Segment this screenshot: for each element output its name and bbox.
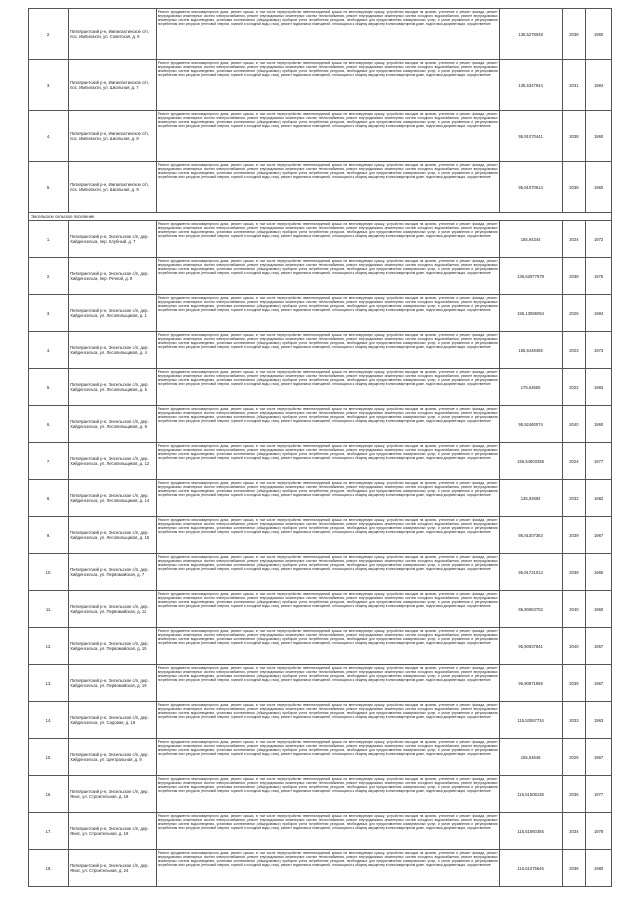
row-work-description <box>156 628 499 665</box>
row-number: 12. <box>29 628 69 665</box>
row-work-description <box>156 258 499 295</box>
row-cost: 135,5278048 <box>499 9 562 60</box>
row-cost: 155,5448455 <box>499 332 562 369</box>
row-number: 3. <box>29 295 69 332</box>
row-repair-year: 2039 <box>562 554 586 591</box>
row-work-description <box>156 517 499 554</box>
table-row <box>29 332 612 369</box>
row-repair-year: 2025 <box>562 739 586 776</box>
row-number: 2. <box>29 9 69 60</box>
row-repair-year: 2035 <box>562 776 586 813</box>
row-work-description <box>156 702 499 739</box>
work-description-text: Ремонт фундамента многоквартирного дома, ремонт крыши, в том числе переустройство невентилируемой крыши на вентилируемую крышу, устройство выходов на кровлю, утепление и ремонт фасада, ремонт внутридомовых инженерных систем электроснабжения, ремонт внутридомовых инженерных систем теплоснабжения, ремонт внутридомовых инженерных систем холодного водоснабжения, ремонт внутридомовых инженерных систем водоотведения, установка коллективных (общедомовых) приборов учета потребления ресурсов, необходимых для предоставления коммунальных услуг, и узлов управления и регулирования потребления этих ресурсов (тепловой энергии, горячей и холодной воды, газа), ремонт подвальных помещений, относящихся к общему имуществу в многоквартирном доме, подготовка документации, осуществление <box>157 517 498 535</box>
row-address: Питкярантский р-н, Энсельское с/п, дер. Хийденсельга, ул. Первомайская, д. 7 <box>69 554 157 591</box>
table-row <box>29 628 612 665</box>
row-cost: 95,90937841 <box>499 628 562 665</box>
row-number: 9. <box>29 517 69 554</box>
table-row <box>29 591 612 628</box>
table-row <box>29 665 612 702</box>
row-cost: 115,51075645 <box>499 850 562 887</box>
row-cost: 155,94344 <box>499 221 562 258</box>
work-description-text: Ремонт фундамента многоквартирного дома, ремонт крыши, в том числе переустройство невентилируемой крыши на вентилируемую крышу, устройство выходов на кровлю, утепление и ремонт фасада, ремонт внутридомовых инженерных систем электроснабжения, ремонт внутридомовых инженерных систем теплоснабжения, ремонт внутридомовых инженерных систем холодного водоснабжения, ремонт внутридомовых инженерных систем водоотведения, установка коллективных (общедомовых) приборов учета потребления ресурсов, необходимых для предоставления коммунальных услуг, и узлов управления и регулирования потребления этих ресурсов (тепловой энергии, горячей и холодной воды, газа), ремонт подвальных помещений, относящихся к общему имуществу в многоквартирном доме, подготовка документации, осуществление <box>157 221 498 239</box>
work-description-text: Ремонт фундамента многоквартирного дома, ремонт крыши, в том числе переустройство невентилируемой крыши на вентилируемую крышу, устройство выходов на кровлю, утепление и ремонт фасада, ремонт внутридомовых инженерных систем электроснабжения, ремонт внутридомовых инженерных систем теплоснабжения, ремонт внутридомовых инженерных систем холодного водоснабжения, ремонт внутридомовых инженерных систем водоотведения, установка коллективных (общедомовых) приборов учета потребления ресурсов, необходимых для предоставления коммунальных услуг, и узлов управления и регулирования потребления этих ресурсов (тепловой энергии, горячей и холодной воды, газа), ремонт подвальных помещений, относящихся к общему имуществу в многоквартирном доме, подготовка документации, осуществление <box>157 162 498 180</box>
row-work-description <box>156 850 499 887</box>
row-number: 1. <box>29 221 69 258</box>
row-repair-year: 2038 <box>562 258 586 295</box>
work-description-text: Ремонт фундамента многоквартирного дома, ремонт крыши, в том числе переустройство невентилируемой крыши на вентилируемую крышу, устройство выходов на кровлю, утепление и ремонт фасада, ремонт внутридомовых инженерных систем электроснабжения, ремонт внутридомовых инженерных систем теплоснабжения, ремонт внутридомовых инженерных систем холодного водоснабжения, ремонт внутридомовых инженерных систем водоотведения, установка коллективных (общедомовых) приборов учета потребления ресурсов, необходимых для предоставления коммунальных услуг, и узлов управления и регулирования потребления этих ресурсов (тепловой энергии, горячей и холодной воды, газа), ремонт подвальных помещений, относящихся к общему имуществу в многоквартирном доме, подготовка документации, осуществление <box>157 9 498 27</box>
row-work-description <box>156 813 499 850</box>
row-work-description <box>156 554 499 591</box>
row-build-year: 1983 <box>586 702 612 739</box>
work-description-text: Ремонт фундамента многоквартирного дома, ремонт крыши, в том числе переустройство невентилируемой крыши на вентилируемую крышу, устройство выходов на кровлю, утепление и ремонт фасада, ремонт внутридомовых инженерных систем электроснабжения, ремонт внутридомовых инженерных систем теплоснабжения, ремонт внутридомовых инженерных систем холодного водоснабжения, ремонт внутридомовых инженерных систем водоотведения, установка коллективных (общедомовых) приборов учета потребления ресурсов, необходимых для предоставления коммунальных услуг, и узлов управления и регулирования потребления этих ресурсов (тепловой энергии, горячей и холодной воды, газа), ремонт подвальных помещений, относящихся к общему имуществу в многоквартирном доме, подготовка документации, осуществление <box>157 702 498 720</box>
row-address: Питкярантский р-н, Энсельское с/п, дер. Хийденсельга, ул. Центральная, д. 8 <box>69 739 157 776</box>
row-address: Питкярантский р-н, Энсельское с/п, дер. Хийденсельга, пер. Клубный, д. 7 <box>69 221 157 258</box>
row-build-year: 1960 <box>586 111 612 162</box>
row-work-description <box>156 739 499 776</box>
work-description-text: Ремонт фундамента многоквартирного дома, ремонт крыши, в том числе переустройство невентилируемой крыши на вентилируемую крышу, устройство выходов на кровлю, утепление и ремонт фасада, ремонт внутридомовых инженерных систем электроснабжения, ремонт внутридомовых инженерных систем теплоснабжения, ремонт внутридомовых инженерных систем холодного водоснабжения, ремонт внутридомовых инженерных систем водоотведения, установка коллективных (общедомовых) приборов учета потребления ресурсов, необходимых для предоставления коммунальных услуг, и узлов управления и регулирования потребления этих ресурсов (тепловой энергии, горячей и холодной воды, газа), ремонт подвальных помещений, относящихся к общему имуществу в многоквартирном доме, подготовка документации, осуществление <box>157 776 498 794</box>
row-address: Питкярантский р-н, Энсельское с/п, дер. Хийденсельга, ул. Первомайская, д. 11 <box>69 591 157 628</box>
row-address: Питкярантский р-н, Энсельское с/п, дер. Хийденсельга, ул. Лесопильщиков, д. 14 <box>69 480 157 517</box>
table-row <box>29 9 612 60</box>
row-build-year: 1976 <box>586 258 612 295</box>
section-row <box>29 213 612 221</box>
row-repair-year: 2036 <box>562 850 586 887</box>
row-work-description <box>156 295 499 332</box>
row-cost: 135,92694 <box>499 480 562 517</box>
row-build-year: 1980 <box>586 850 612 887</box>
row-number: 10. <box>29 554 69 591</box>
work-description-text: Ремонт фундамента многоквартирного дома, ремонт крыши, в том числе переустройство невентилируемой крыши на вентилируемую крышу, устройство выходов на кровлю, утепление и ремонт фасада, ремонт внутридомовых инженерных систем электроснабжения, ремонт внутридомовых инженерных систем теплоснабжения, ремонт внутридомовых инженерных систем холодного водоснабжения, ремонт внутридомовых инженерных систем водоотведения, установка коллективных (общедомовых) приборов учета потребления ресурсов, необходимых для предоставления коммунальных услуг, и узлов управления и регулирования потребления этих ресурсов (тепловой энергии, горячей и холодной воды, газа), ремонт подвальных помещений, относящихся к общему имуществу в многоквартирном доме, подготовка документации, осуществление <box>157 111 498 129</box>
row-build-year: 1960 <box>586 406 612 443</box>
row-cost: 95,91307363 <box>499 517 562 554</box>
row-cost: 115,51508138 <box>499 776 562 813</box>
row-build-year: 1966 <box>586 554 612 591</box>
work-description-text: Ремонт фундамента многоквартирного дома, ремонт крыши, в том числе переустройство невентилируемой крыши на вентилируемую крышу, устройство выходов на кровлю, утепление и ремонт фасада, ремонт внутридомовых инженерных систем электроснабжения, ремонт внутридомовых инженерных систем теплоснабжения, ремонт внутридомовых инженерных систем холодного водоснабжения, ремонт внутридомовых инженерных систем водоотведения, установка коллективных (общедомовых) приборов учета потребления ресурсов, необходимых для предоставления коммунальных услуг, и узлов управления и регулирования потребления этих ресурсов (тепловой энергии, горячей и холодной воды, газа), ремонт подвальных помещений, относящихся к общему имуществу в многоквартирном доме, подготовка документации, осуществление <box>157 665 498 683</box>
row-work-description <box>156 162 499 213</box>
row-build-year: 1982 <box>586 480 612 517</box>
row-cost: 155,54646 <box>499 739 562 776</box>
row-number: 4. <box>29 332 69 369</box>
row-build-year: 1967 <box>586 665 612 702</box>
table-row <box>29 739 612 776</box>
table-row <box>29 221 612 258</box>
row-build-year: 1967 <box>586 739 612 776</box>
row-work-description <box>156 406 499 443</box>
table-row <box>29 258 612 295</box>
row-build-year: 1960 <box>586 591 612 628</box>
row-build-year: 1984 <box>586 295 612 332</box>
work-description-text: Ремонт фундамента многоквартирного дома, ремонт крыши, в том числе переустройство невентилируемой крыши на вентилируемую крышу, устройство выходов на кровлю, утепление и ремонт фасада, ремонт внутридомовых инженерных систем электроснабжения, ремонт внутридомовых инженерных систем теплоснабжения, ремонт внутридомовых инженерных систем холодного водоснабжения, ремонт внутридомовых инженерных систем водоотведения, установка коллективных (общедомовых) приборов учета потребления ресурсов, необходимых для предоставления коммунальных услуг, и узлов управления и регулирования потребления этих ресурсов (тепловой энергии, горячей и холодной воды, газа), ремонт подвальных помещений, относящихся к общему имуществу в многоквартирном доме, подготовка документации, осуществление <box>157 60 498 78</box>
table-section-header <box>29 213 612 221</box>
row-repair-year: 2034 <box>562 813 586 850</box>
row-repair-year: 2040 <box>562 406 586 443</box>
row-build-year: 1977 <box>586 776 612 813</box>
table-row <box>29 162 612 213</box>
row-cost: 95,92460074 <box>499 406 562 443</box>
row-work-description <box>156 221 499 258</box>
row-work-description <box>156 369 499 406</box>
row-build-year: 1960 <box>586 162 612 213</box>
work-description-text: Ремонт фундамента многоквартирного дома, ремонт крыши, в том числе переустройство невентилируемой крыши на вентилируемую крышу, устройство выходов на кровлю, утепление и ремонт фасада, ремонт внутридомовых инженерных систем электроснабжения, ремонт внутридомовых инженерных систем теплоснабжения, ремонт внутридомовых инженерных систем холодного водоснабжения, ремонт внутридомовых инженерных систем водоотведения, установка коллективных (общедомовых) приборов учета потребления ресурсов, необходимых для предоставления коммунальных услуг, и узлов управления и регулирования потребления этих ресурсов (тепловой энергии, горячей и холодной воды, газа), ремонт подвальных помещений, относящихся к общему имуществу в многоквартирном доме, подготовка документации, осуществление <box>157 591 498 609</box>
row-number: 5. <box>29 162 69 213</box>
table-row <box>29 295 612 332</box>
row-address: Питкярантский р-н, Энсельское с/п, дер. Янис, ул. Строительная, д. 19 <box>69 813 157 850</box>
table-row <box>29 850 612 887</box>
row-address: Питкярантский р-н, Энсельское с/п, дер. Хийденсельга, ул. Садовая, д. 19 <box>69 702 157 739</box>
row-number: 11. <box>29 591 69 628</box>
row-number: 14. <box>29 702 69 739</box>
row-address: Питкярантский р-н, Импилахтинское с/п, пос. Импилахти, ул. Школьная, д. 7 <box>69 60 157 111</box>
row-address: Питкярантский р-н, Энсельское с/п, дер. Хийденсельга, ул. Лесопильщиков, д. 1 <box>69 295 157 332</box>
row-build-year: 1960 <box>586 9 612 60</box>
row-repair-year: 2038 <box>562 162 586 213</box>
row-cost: 95,91070441 <box>499 111 562 162</box>
work-description-text: Ремонт фундамента многоквартирного дома, ремонт крыши, в том числе переустройство невентилируемой крыши на вентилируемую крышу, устройство выходов на кровлю, утепление и ремонт фасада, ремонт внутридомовых инженерных систем электроснабжения, ремонт внутридомовых инженерных систем теплоснабжения, ремонт внутридомовых инженерных систем холодного водоснабжения, ремонт внутридомовых инженерных систем водоотведения, установка коллективных (общедомовых) приборов учета потребления ресурсов, необходимых для предоставления коммунальных услуг, и узлов управления и регулирования потребления этих ресурсов (тепловой энергии, горячей и холодной воды, газа), ремонт подвальных помещений, относящихся к общему имуществу в многоквартирном доме, подготовка документации, осуществление <box>157 739 498 757</box>
row-repair-year: 2040 <box>562 628 586 665</box>
row-build-year: 1983 <box>586 369 612 406</box>
row-repair-year: 2039 <box>562 517 586 554</box>
row-address: Питкярантский р-н, Энсельское с/п, дер. Хийденсельга, ул. Лесопильщиков, д. 5 <box>69 369 157 406</box>
row-work-description <box>156 443 499 480</box>
row-number: 3. <box>29 60 69 111</box>
row-cost: 155,13066054 <box>499 295 562 332</box>
table-row <box>29 111 612 162</box>
work-description-text: Ремонт фундамента многоквартирного дома, ремонт крыши, в том числе переустройство невентилируемой крыши на вентилируемую крышу, устройство выходов на кровлю, утепление и ремонт фасада, ремонт внутридомовых инженерных систем электроснабжения, ремонт внутридомовых инженерных систем теплоснабжения, ремонт внутридомовых инженерных систем холодного водоснабжения, ремонт внутридомовых инженерных систем водоотведения, установка коллективных (общедомовых) приборов учета потребления ресурсов, необходимых для предоставления коммунальных услуг, и узлов управления и регулирования потребления этих ресурсов (тепловой энергии, горячей и холодной воды, газа), ремонт подвальных помещений, относящихся к общему имуществу в многоквартирном доме, подготовка документации, осуществление <box>157 850 498 868</box>
work-description-text: Ремонт фундамента многоквартирного дома, ремонт крыши, в том числе переустройство невентилируемой крыши на вентилируемую крышу, устройство выходов на кровлю, утепление и ремонт фасада, ремонт внутридомовых инженерных систем электроснабжения, ремонт внутридомовых инженерных систем теплоснабжения, ремонт внутридомовых инженерных систем холодного водоснабжения, ремонт внутридомовых инженерных систем водоотведения, установка коллективных (общедомовых) приборов учета потребления ресурсов, необходимых для предоставления коммунальных услуг, и узлов управления и регулирования потребления этих ресурсов (тепловой энергии, горячей и холодной воды, газа), ремонт подвальных помещений, относящихся к общему имуществу в многоквартирном доме, подготовка документации, осуществление <box>157 443 498 461</box>
row-build-year: 1978 <box>586 813 612 850</box>
row-work-description <box>156 9 499 60</box>
row-build-year: 1967 <box>586 517 612 554</box>
table-row <box>29 60 612 111</box>
row-address: Питкярантский р-н, Энсельское с/п, дер. Хийденсельга, пер. Речной, д. 8 <box>69 258 157 295</box>
work-description-text: Ремонт фундамента многоквартирного дома, ремонт крыши, в том числе переустройство невентилируемой крыши на вентилируемую крышу, устройство выходов на кровлю, утепление и ремонт фасада, ремонт внутридомовых инженерных систем электроснабжения, ремонт внутридомовых инженерных систем теплоснабжения, ремонт внутридомовых инженерных систем холодного водоснабжения, ремонт внутридомовых инженерных систем водоотведения, установка коллективных (общедомовых) приборов учета потребления ресурсов, необходимых для предоставления коммунальных услуг, и узлов управления и регулирования потребления этих ресурсов (тепловой энергии, горячей и холодной воды, газа), ремонт подвальных помещений, относящихся к общему имуществу в многоквартирном доме, подготовка документации, осуществление <box>157 258 498 276</box>
table-row <box>29 702 612 739</box>
row-repair-year: 2024 <box>562 443 586 480</box>
row-number: 4. <box>29 111 69 162</box>
row-cost: 115,53067734 <box>499 702 562 739</box>
row-cost: 155,54603356 <box>499 443 562 480</box>
row-number: 5. <box>29 369 69 406</box>
work-description-text: Ремонт фундамента многоквартирного дома, ремонт крыши, в том числе переустройство невентилируемой крыши на вентилируемую крышу, устройство выходов на кровлю, утепление и ремонт фасада, ремонт внутридомовых инженерных систем электроснабжения, ремонт внутридомовых инженерных систем теплоснабжения, ремонт внутридомовых инженерных систем холодного водоснабжения, ремонт внутридомовых инженерных систем водоотведения, установка коллективных (общедомовых) приборов учета потребления ресурсов, необходимых для предоставления коммунальных услуг, и узлов управления и регулирования потребления этих ресурсов (тепловой энергии, горячей и холодной воды, газа), ремонт подвальных помещений, относящихся к общему имуществу в многоквартирном доме, подготовка документации, осуществление <box>157 369 498 387</box>
row-build-year: 1973 <box>586 332 612 369</box>
row-address: Питкярантский р-н, Энсельское с/п, дер. Хийденсельга, ул. Лесопильщиков, д. 4 <box>69 332 157 369</box>
row-repair-year: 2039 <box>562 665 586 702</box>
row-address: Питкярантский р-н, Энсельское с/п, дер. Хийденсельга, ул. Лесопильщиков, д. 8 <box>69 406 157 443</box>
row-repair-year: 2026 <box>562 295 586 332</box>
row-cost: 175,54655 <box>499 369 562 406</box>
row-address: Питкярантский р-н, Энсельское с/п, дер. Хийденсельга, ул. Первомайская, д. 19 <box>69 665 157 702</box>
row-repair-year: 2031 <box>562 60 586 111</box>
row-work-description <box>156 776 499 813</box>
row-number: 18. <box>29 850 69 887</box>
row-cost: 95,91070614 <box>499 162 562 213</box>
row-build-year: 1967 <box>586 628 612 665</box>
row-cost: 95,90653702 <box>499 591 562 628</box>
row-work-description <box>156 480 499 517</box>
row-number: 16. <box>29 776 69 813</box>
row-number: 7. <box>29 443 69 480</box>
row-work-description <box>156 60 499 111</box>
row-cost: 135,5347944 <box>499 60 562 111</box>
row-address: Питкярантский р-н, Энсельское с/п, дер. Янис, ул. Строительная, д. 24 <box>69 850 157 887</box>
work-description-text: Ремонт фундамента многоквартирного дома, ремонт крыши, в том числе переустройство невентилируемой крыши на вентилируемую крышу, устройство выходов на кровлю, утепление и ремонт фасада, ремонт внутридомовых инженерных систем электроснабжения, ремонт внутридомовых инженерных систем теплоснабжения, ремонт внутридомовых инженерных систем холодного водоснабжения, ремонт внутридомовых инженерных систем водоотведения, установка коллективных (общедомовых) приборов учета потребления ресурсов, необходимых для предоставления коммунальных услуг, и узлов управления и регулирования потребления этих ресурсов (тепловой энергии, горячей и холодной воды, газа), ремонт подвальных помещений, относящихся к общему имуществу в многоквартирном доме, подготовка документации, осуществление <box>157 332 498 350</box>
row-build-year: 1977 <box>586 443 612 480</box>
table-row <box>29 443 612 480</box>
work-description-text: Ремонт фундамента многоквартирного дома, ремонт крыши, в том числе переустройство невентилируемой крыши на вентилируемую крышу, устройство выходов на кровлю, утепление и ремонт фасада, ремонт внутридомовых инженерных систем электроснабжения, ремонт внутридомовых инженерных систем теплоснабжения, ремонт внутридомовых инженерных систем холодного водоснабжения, ремонт внутридомовых инженерных систем водоотведения, установка коллективных (общедомовых) приборов учета потребления ресурсов, необходимых для предоставления коммунальных услуг, и узлов управления и регулирования потребления этих ресурсов (тепловой энергии, горячей и холодной воды, газа), ремонт подвальных помещений, относящихся к общему имуществу в многоквартирном доме, подготовка документации, осуществление <box>157 813 498 831</box>
row-repair-year: 2032 <box>562 480 586 517</box>
row-address: Питкярантский р-н, Импилахтинское с/п, пос. Импилахти, ул. Школьная, д. 8 <box>69 111 157 162</box>
row-cost: 115,51860365 <box>499 813 562 850</box>
row-work-description <box>156 332 499 369</box>
row-build-year: 1984 <box>586 60 612 111</box>
row-address: Питкярантский р-н, Импилахтинское с/п, пос. Импилахти, ул. Школьная, д. 9 <box>69 162 157 213</box>
row-number: 15. <box>29 739 69 776</box>
row-work-description <box>156 591 499 628</box>
table-section-top <box>29 9 612 213</box>
row-repair-year: 2022 <box>562 369 586 406</box>
row-number: 6. <box>29 406 69 443</box>
table-row <box>29 517 612 554</box>
table-row <box>29 406 612 443</box>
row-cost: 95,90871869 <box>499 665 562 702</box>
row-work-description <box>156 111 499 162</box>
row-repair-year: 2038 <box>562 111 586 162</box>
table-row <box>29 369 612 406</box>
row-repair-year: 2023 <box>562 332 586 369</box>
row-repair-year: 2033 <box>562 702 586 739</box>
row-repair-year: 2024 <box>562 221 586 258</box>
row-address: Питкярантский р-н, Энсельское с/п, дер. Хийденсельга, ул. Лесопильщиков, д. 16 <box>69 517 157 554</box>
row-cost: 136,62977979 <box>499 258 562 295</box>
table-section-bottom <box>29 221 612 887</box>
row-address: Питкярантский р-н, Импилахтинское с/п, пос. Импилахти, ул. Советская, д. 5 <box>69 9 157 60</box>
row-address: Питкярантский р-н, Энсельское с/п, дер. Хийденсельга, ул. Лесопильщиков, д. 12 <box>69 443 157 480</box>
row-number: 2. <box>29 258 69 295</box>
row-address: Питкярантский р-н, Энсельское с/п, дер. Янис, ул. Строительная, д. 18 <box>69 776 157 813</box>
row-number: 17. <box>29 813 69 850</box>
row-repair-year: 2040 <box>562 591 586 628</box>
row-number: 8. <box>29 480 69 517</box>
table-row <box>29 776 612 813</box>
work-description-text: Ремонт фундамента многоквартирного дома, ремонт крыши, в том числе переустройство невентилируемой крыши на вентилируемую крышу, устройство выходов на кровлю, утепление и ремонт фасада, ремонт внутридомовых инженерных систем электроснабжения, ремонт внутридомовых инженерных систем теплоснабжения, ремонт внутридомовых инженерных систем холодного водоснабжения, ремонт внутридомовых инженерных систем водоотведения, установка коллективных (общедомовых) приборов учета потребления ресурсов, необходимых для предоставления коммунальных услуг, и узлов управления и регулирования потребления этих ресурсов (тепловой энергии, горячей и холодной воды, газа), ремонт подвальных помещений, относящихся к общему имуществу в многоквартирном доме, подготовка документации, осуществление <box>157 628 498 646</box>
table-row <box>29 813 612 850</box>
work-description-text: Ремонт фундамента многоквартирного дома, ремонт крыши, в том числе переустройство невентилируемой крыши на вентилируемую крышу, устройство выходов на кровлю, утепление и ремонт фасада, ремонт внутридомовых инженерных систем электроснабжения, ремонт внутридомовых инженерных систем теплоснабжения, ремонт внутридомовых инженерных систем холодного водоснабжения, ремонт внутридомовых инженерных систем водоотведения, установка коллективных (общедомовых) приборов учета потребления ресурсов, необходимых для предоставления коммунальных услуг, и узлов управления и регулирования потребления этих ресурсов (тепловой энергии, горячей и холодной воды, газа), ремонт подвальных помещений, относящихся к общему имуществу в многоквартирном доме, подготовка документации, осуществление <box>157 295 498 313</box>
capital-repair-table <box>28 8 612 887</box>
row-address: Питкярантский р-н, Энсельское с/п, дер. Хийденсельга, ул. Первомайская, д. 15 <box>69 628 157 665</box>
section-title: Энсельское сельское поселение <box>29 213 612 221</box>
work-description-text: Ремонт фундамента многоквартирного дома, ремонт крыши, в том числе переустройство невентилируемой крыши на вентилируемую крышу, устройство выходов на кровлю, утепление и ремонт фасада, ремонт внутридомовых инженерных систем электроснабжения, ремонт внутридомовых инженерных систем теплоснабжения, ремонт внутридомовых инженерных систем холодного водоснабжения, ремонт внутридомовых инженерных систем водоотведения, установка коллективных (общедомовых) приборов учета потребления ресурсов, необходимых для предоставления коммунальных услуг, и узлов управления и регулирования потребления этих ресурсов (тепловой энергии, горячей и холодной воды, газа), ремонт подвальных помещений, относящихся к общему имуществу в многоквартирном доме, подготовка документации, осуществление <box>157 554 498 572</box>
row-repair-year: 2038 <box>562 9 586 60</box>
work-description-text: Ремонт фундамента многоквартирного дома, ремонт крыши, в том числе переустройство невентилируемой крыши на вентилируемую крышу, устройство выходов на кровлю, утепление и ремонт фасада, ремонт внутридомовых инженерных систем электроснабжения, ремонт внутридомовых инженерных систем теплоснабжения, ремонт внутридомовых инженерных систем холодного водоснабжения, ремонт внутридомовых инженерных систем водоотведения, установка коллективных (общедомовых) приборов учета потребления ресурсов, необходимых для предоставления коммунальных услуг, и узлов управления и регулирования потребления этих ресурсов (тепловой энергии, горячей и холодной воды, газа), ремонт подвальных помещений, относящихся к общему имуществу в многоквартирном доме, подготовка документации, осуществление <box>157 406 498 424</box>
row-build-year: 1972 <box>586 221 612 258</box>
table-row <box>29 554 612 591</box>
work-description-text: Ремонт фундамента многоквартирного дома, ремонт крыши, в том числе переустройство невентилируемой крыши на вентилируемую крышу, устройство выходов на кровлю, утепление и ремонт фасада, ремонт внутридомовых инженерных систем электроснабжения, ремонт внутридомовых инженерных систем теплоснабжения, ремонт внутридомовых инженерных систем холодного водоснабжения, ремонт внутридомовых инженерных систем водоотведения, установка коллективных (общедомовых) приборов учета потребления ресурсов, необходимых для предоставления коммунальных услуг, и узлов управления и регулирования потребления этих ресурсов (тепловой энергии, горячей и холодной воды, газа), ремонт подвальных помещений, относящихся к общему имуществу в многоквартирном доме, подготовка документации, осуществление <box>157 480 498 498</box>
row-cost: 95,91721014 <box>499 554 562 591</box>
table-row <box>29 480 612 517</box>
row-number: 13. <box>29 665 69 702</box>
row-work-description <box>156 665 499 702</box>
